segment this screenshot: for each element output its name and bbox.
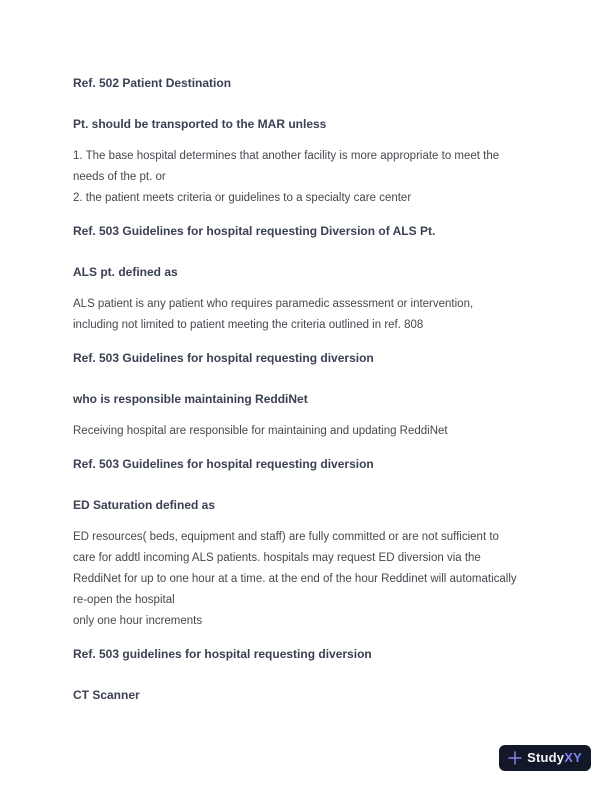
card-answer-line: ALS patient is any patient who requires paramedic assessment or intervention, bbox=[73, 298, 474, 310]
card-answer-line: 1. The base hospital determines that another facility is more appropriate to meet the bbox=[73, 150, 500, 162]
logo-text bbox=[527, 745, 582, 771]
card-question: CT Scanner bbox=[73, 688, 140, 702]
card-deck-title: Ref. 503 Guidelines for hospital requesting Diversion of ALS Pt. bbox=[73, 224, 436, 238]
flashcard-section bbox=[73, 221, 572, 336]
card-question: ED Saturation defined as bbox=[73, 498, 216, 512]
card-question: who is responsible maintaining ReddiNet bbox=[73, 392, 308, 406]
logo-text-study: Study bbox=[527, 750, 565, 765]
card-answer bbox=[73, 421, 572, 442]
card-deck-title: Ref. 503 Guidelines for hospital requesting diversion bbox=[73, 351, 374, 365]
flashcard-section bbox=[73, 454, 572, 632]
card-answer-line: care for addtl incoming ALS patients. hospitals may request ED diversion via the bbox=[73, 552, 481, 564]
card-answer bbox=[73, 527, 572, 632]
flashcard-section bbox=[73, 644, 572, 706]
card-answer-line: re-open the hospital bbox=[73, 594, 175, 606]
flashcard-section bbox=[73, 348, 572, 442]
card-answer bbox=[73, 294, 572, 336]
card-answer bbox=[73, 146, 572, 209]
card-deck-title: Ref. 503 Guidelines for hospital requesting diversion bbox=[73, 457, 374, 471]
card-answer-line: needs of the pt. or bbox=[73, 171, 166, 183]
card-question: Pt. should be transported to the MAR unless bbox=[73, 117, 327, 131]
flashcards-content bbox=[73, 73, 572, 717]
card-answer-line: ED resources( beds, equipment and staff) are fully committed or are not sufficient to bbox=[73, 531, 499, 543]
logo-text-x: X bbox=[564, 750, 574, 765]
plus-icon bbox=[508, 751, 522, 765]
card-deck-title: Ref. 502 Patient Destination bbox=[73, 76, 232, 90]
studyxy-logo-badge bbox=[499, 745, 591, 771]
card-answer-line: including not limited to patient meeting the criteria outlined in ref. 808 bbox=[73, 319, 424, 331]
card-answer-line: only one hour increments bbox=[73, 615, 203, 627]
card-deck-title: Ref. 503 guidelines for hospital requesting diversion bbox=[73, 647, 372, 661]
logo-text-y: Y bbox=[573, 750, 582, 765]
card-answer-line: Receiving hospital are responsible for maintaining and updating ReddiNet bbox=[73, 425, 448, 437]
flashcard-section bbox=[73, 73, 572, 209]
card-question: ALS pt. defined as bbox=[73, 265, 178, 279]
card-answer-line: 2. the patient meets criteria or guidelines to a specialty care center bbox=[73, 192, 412, 204]
card-answer-line: ReddiNet for up to one hour at a time. at the end of the hour Reddinet will automatically bbox=[73, 573, 517, 585]
